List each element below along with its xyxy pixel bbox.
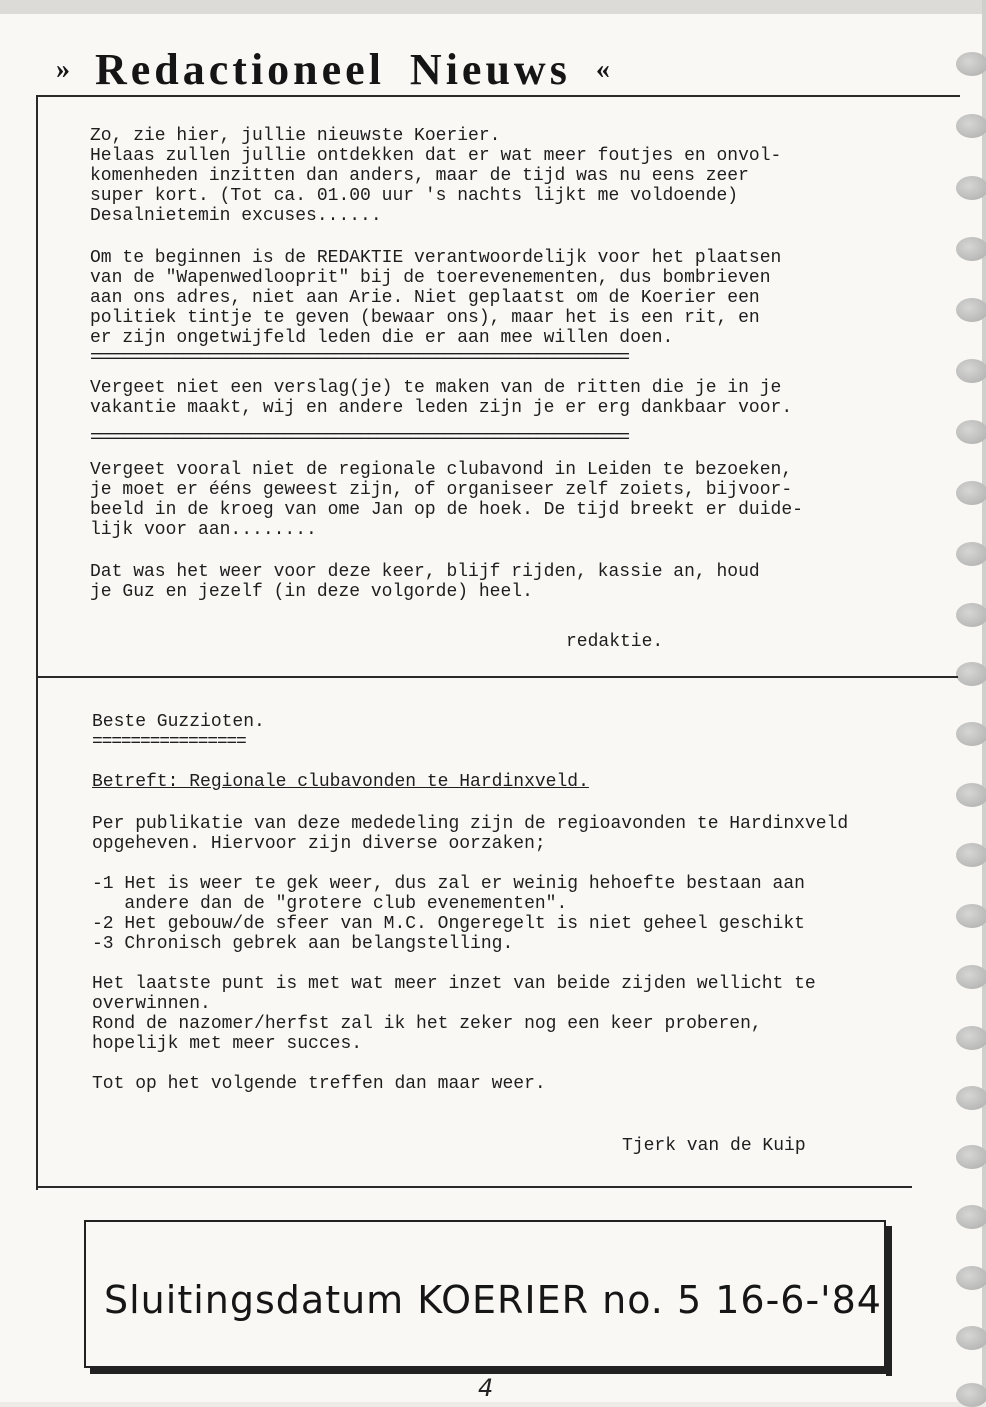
binder-hole <box>956 843 986 867</box>
binder-hole <box>956 481 986 505</box>
binder-hole <box>956 1383 986 1407</box>
binder-hole <box>956 904 986 928</box>
section-divider <box>36 676 958 678</box>
binder-hole <box>956 420 986 444</box>
binder-hole <box>956 662 986 686</box>
binder-hole <box>956 298 986 322</box>
letter-salutation: Beste Guzzioten. <box>92 712 265 732</box>
editorial-signature: redaktie. <box>566 632 664 652</box>
binder-hole <box>956 176 986 200</box>
binder-hole <box>956 1145 986 1169</box>
binder-hole <box>956 1086 986 1110</box>
editorial-paragraph: Om te beginnen is de REDAKTIE verantwoordelijk voor het plaatsen van de "Wapenwedlooprit" bij de toerevenementen, dus bombrieven aan ons adres, niet aan Arie. Niet geplaatst om de Koerier een politiek tintje te geven (bewaar ons), maar het is een rit, en er zijn ongetwijfeld leden die er aan mee willen doen. <box>90 248 782 348</box>
page-title <box>56 44 610 95</box>
binder-hole <box>956 1205 986 1229</box>
deadline-box-shadow <box>886 1226 892 1376</box>
left-frame-rule <box>36 95 38 1190</box>
letter-paragraph: Het laatste punt is met wat meer inzet van beide zijden wellicht te overwinnen. Rond de nazomer/herfst zal ik het zeker nog een keer proberen, hopelijk met meer succes. <box>92 974 816 1054</box>
salutation-underline: ================ <box>92 732 246 752</box>
binder-hole <box>956 52 986 76</box>
binder-hole <box>956 1266 986 1290</box>
title-quote-close: « <box>595 54 610 85</box>
letter-paragraph: Tot op het volgende treffen dan maar weer. <box>92 1074 546 1094</box>
editorial-paragraph: Vergeet niet een verslag(je) te maken van de ritten die je in je vakantie maakt, wij en andere leden zijn je er erg dankbaar voor. <box>90 378 793 418</box>
separator-line: ================================================================ <box>90 348 628 368</box>
editorial-paragraph: Vergeet vooral niet de regionale clubavond in Leiden te bezoeken, je moet er ééns geweest zijn, of organiseer zelf zoiets, bijvoor- beeld in de kroeg van ome Jan op de hoek. De tijd breekt er duide- lijk voor aan........ <box>90 460 803 540</box>
title-rule <box>36 95 960 97</box>
bottom-rule <box>36 1186 912 1188</box>
editorial-paragraph: Dat was het weer voor deze keer, blijf rijden, kassie an, houd je Guz en jezelf (in deze volgorde) heel. <box>90 562 760 602</box>
deadline-text: Sluitingsdatum KOERIER no. 5 16-6-'84 <box>104 1278 882 1322</box>
binder-hole <box>956 1326 986 1350</box>
letter-subject: Betreft: Regionale clubavonden te Hardinxveld. <box>92 772 589 792</box>
page-number: 4 <box>478 1374 494 1402</box>
binder-hole <box>956 783 986 807</box>
letter-paragraph: Per publikatie van deze mededeling zijn de regioavonden te Hardinxveld opgeheven. Hiervoor zijn diverse oorzaken; <box>92 814 849 854</box>
binder-hole <box>956 965 986 989</box>
editorial-paragraph: Zo, zie hier, jullie nieuwste Koerier. Helaas zullen jullie ontdekken dat er wat meer foutjes en onvol- komenheden inzitten dan anders, maar de tijd was nu eens zeer super kort. (Tot ca. 01.00 uur 's nachts lijkt me voldoende) Desalnietemin excuses...... <box>90 126 782 226</box>
binder-hole <box>956 722 986 746</box>
scan-right-edge <box>982 0 986 1402</box>
letter-signature: Tjerk van de Kuip <box>622 1136 806 1156</box>
binder-hole <box>956 114 986 138</box>
title-quote-open: » <box>56 54 70 85</box>
binder-hole <box>956 1026 986 1050</box>
binder-hole <box>956 359 986 383</box>
title-text: Redactioneel Nieuws <box>95 45 571 94</box>
binder-hole <box>956 237 986 261</box>
binder-hole <box>956 603 986 627</box>
separator-line: ================================================================ <box>90 428 628 448</box>
binder-hole <box>956 542 986 566</box>
letter-reasons-list: -1 Het is weer te gek weer, dus zal er weinig hehoefte bestaan aan andere dan de "grotere club evenementen". -2 Het gebouw/de sfeer van M.C. Ongeregelt is niet geheel geschikt -3 Chronisch gebrek aan belangstelling. <box>92 874 805 954</box>
scan-top-edge <box>0 0 986 14</box>
